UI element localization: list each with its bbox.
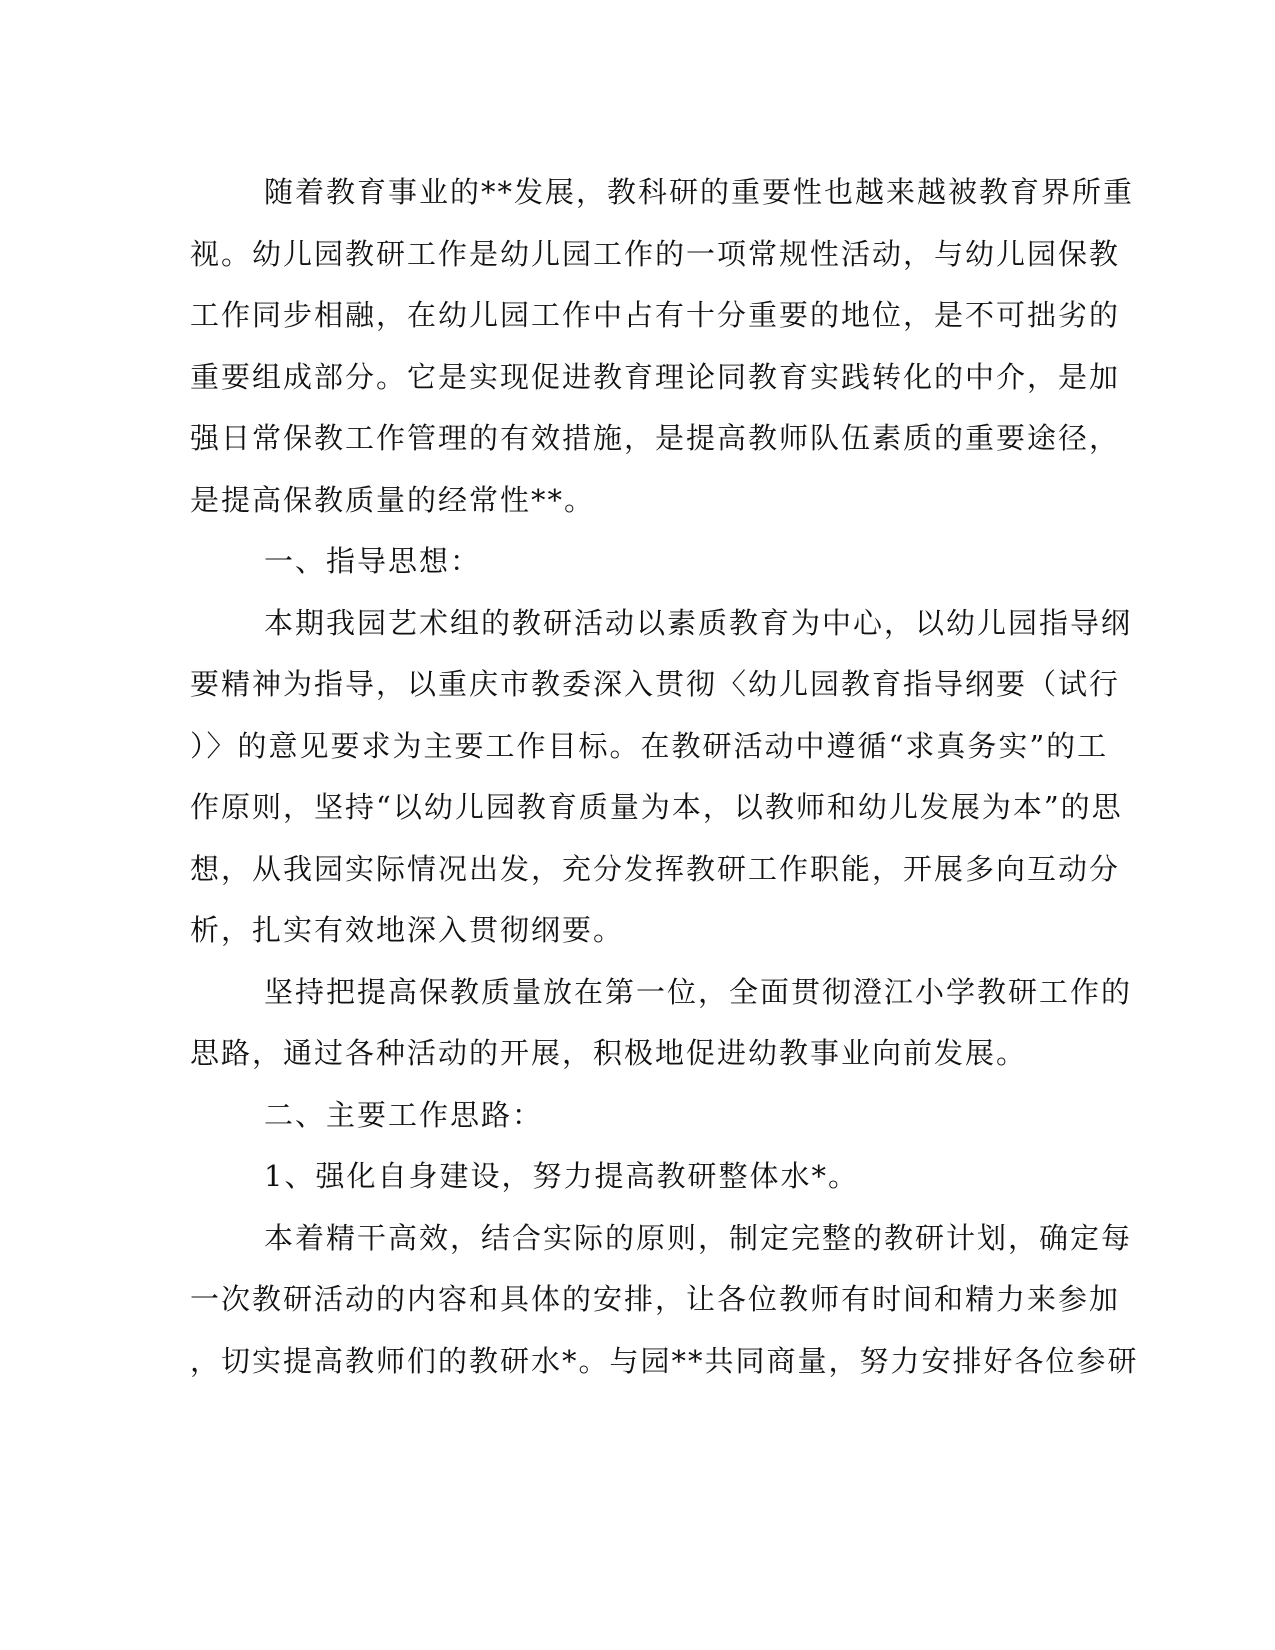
text-line: ，切实提高教师们的教研水*。与园**共同商量，努力安排好各位参研 bbox=[190, 1343, 1139, 1378]
text-line: 思路，通过各种活动的开展，积极地促进幼教事业向前发展。 bbox=[190, 1036, 1028, 1070]
text-line: 析，扎实有效地深入贯彻纲要。 bbox=[190, 913, 625, 947]
text-line: 坚持把提高保教质量放在第一位，全面贯彻澄江小学教研工作的 bbox=[264, 974, 1133, 1009]
text-line: 一次教研活动的内容和具体的安排，让各位教师有时间和精力来参加 bbox=[190, 1282, 1121, 1316]
text-line: 随着教育事业的**发展，教科研的重要性也越来越被教育界所重 bbox=[264, 175, 1135, 209]
text-line: 想，从我园实际情况出发，充分发挥教研工作职能，开展多向互动分 bbox=[190, 851, 1121, 886]
text-line: 重要组成部分。它是实现促进教育理论同教育实践转化的中介，是加 bbox=[190, 359, 1121, 394]
section-heading: 二、主要工作思路： bbox=[264, 1097, 544, 1132]
text-line: ）〉的意见要求为主要工作目标。在教研活动中遵循“求真务实”的工 bbox=[190, 728, 1109, 763]
text-line: 本期我园艺术组的教研活动以素质教育为中心，以幼儿园指导纲 bbox=[264, 605, 1133, 640]
text-line: 视。幼儿园教研工作是幼儿园工作的一项常规性活动，与幼儿园保教 bbox=[190, 236, 1121, 271]
text-line: 强日常保教工作管理的有效措施，是提高教师队伍素质的重要途径， bbox=[190, 421, 1121, 455]
section-heading: 一、指导思想： bbox=[264, 544, 482, 578]
text-line: 工作同步相融，在幼儿园工作中占有十分重要的地位，是不可拙劣的 bbox=[190, 298, 1121, 332]
text-line: 要精神为指导，以重庆市教委深入贯彻〈幼儿园教育指导纲要（试行 bbox=[190, 667, 1121, 701]
text-line: 是提高保教质量的经常性**。 bbox=[190, 482, 596, 517]
document-body bbox=[190, 162, 1139, 1392]
text-line: 作原则，坚持“以幼儿园教育质量为本，以教师和幼儿发展为本”的思 bbox=[190, 790, 1123, 824]
text-line: 本着精干高效，结合实际的原则，制定完整的教研计划，确定每 bbox=[264, 1220, 1133, 1255]
subsection-heading: 1、强化自身建设，努力提高教研整体水*。 bbox=[264, 1159, 859, 1193]
